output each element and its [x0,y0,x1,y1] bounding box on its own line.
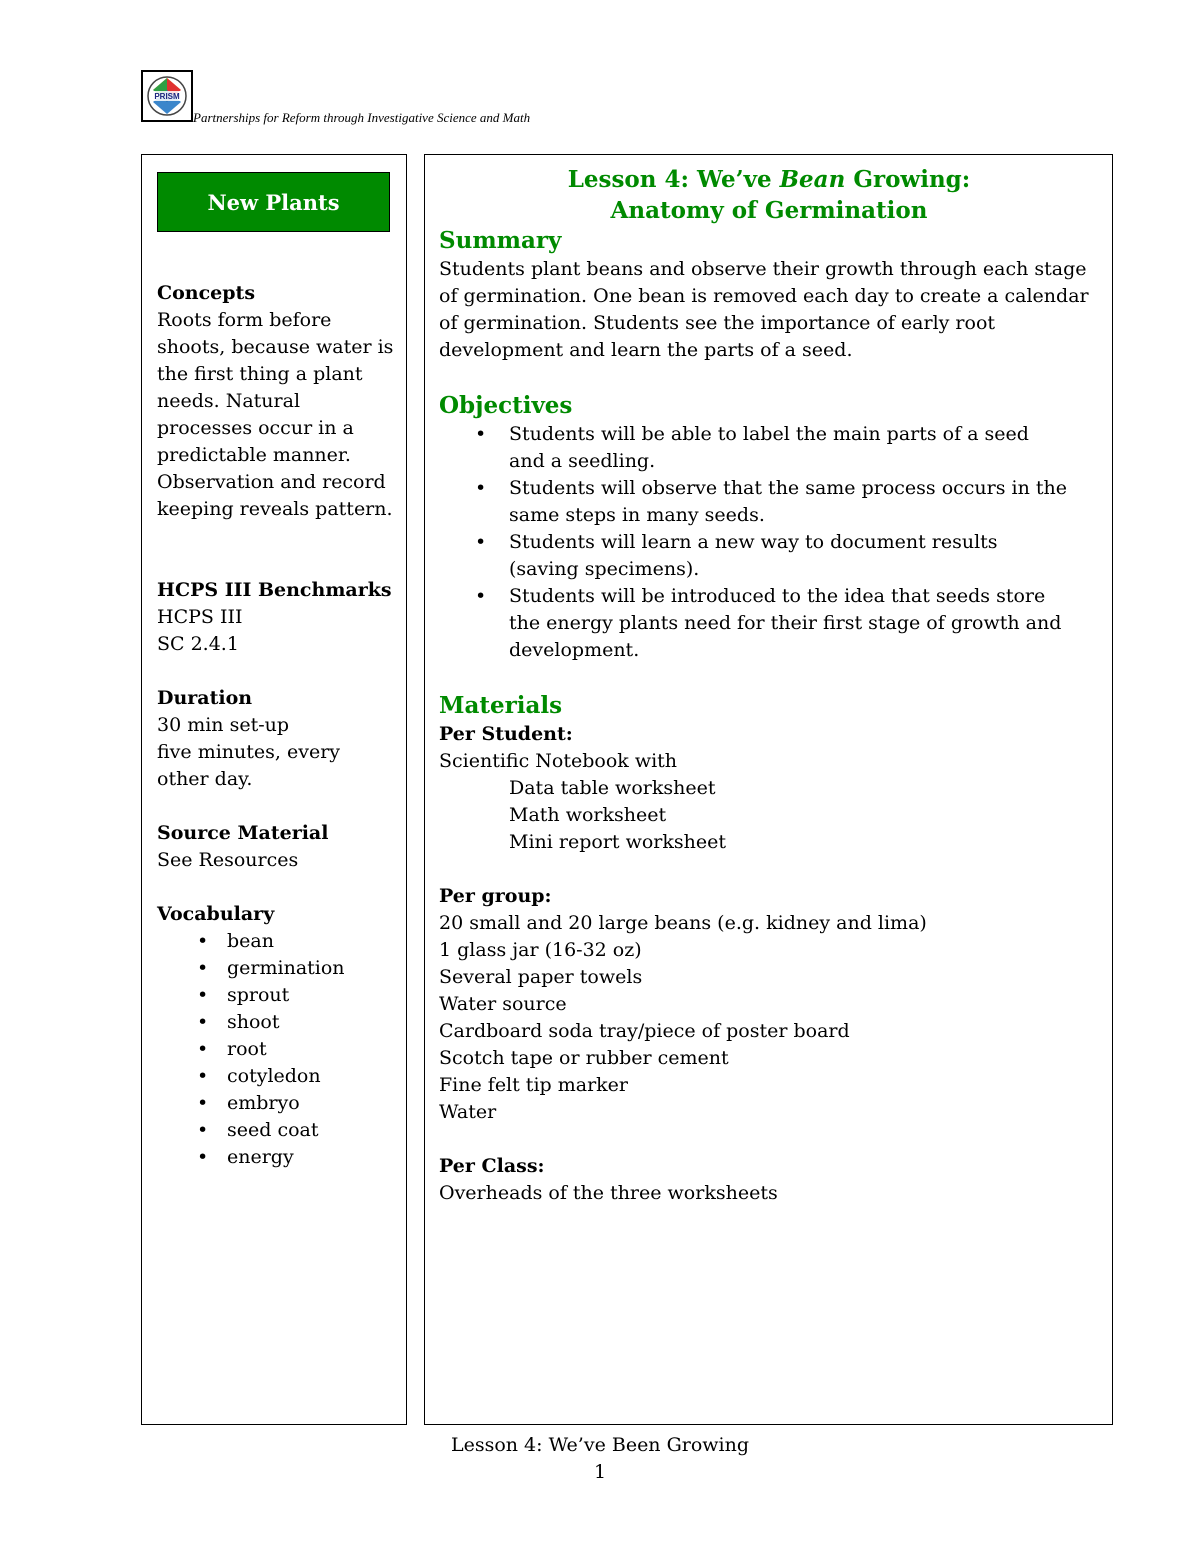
sidebar [157,280,397,1171]
lesson-content [439,164,1099,1207]
per-student-item: Math worksheet [509,804,667,826]
duration-line-2: five minutes, every other day. [157,741,341,790]
vocab-item: • sprout [157,982,397,1009]
objectives-heading: Objectives [439,392,573,419]
per-class-text: Overheads of the three worksheets [439,1182,778,1204]
page-number: 1 [593,1461,607,1483]
vocab-item: • seed coat [157,1117,397,1144]
summary-heading: Summary [439,227,562,254]
vocab-item: • cotyledon [157,1063,397,1090]
benchmarks-line-2: SC 2.4.1 [157,633,239,655]
objective-item: • Students will learn a new way to document results (saving specimens). [439,529,1069,583]
source-text: See Resources [157,849,299,871]
per-group-item: 1 glass jar (16-32 oz) [439,939,642,961]
duration-heading: Duration [157,687,253,709]
materials-heading: Materials [439,692,563,719]
prism-logo [141,70,193,122]
per-student-item: Data table worksheet [509,777,716,799]
footer-lesson: Lesson 4: We’ve Been Growing [450,1434,750,1456]
title-italic: Bean [779,166,846,193]
page-footer [0,1432,1200,1486]
objective-item: • Students will observe that the same process occurs in the same steps in many seeds. [439,475,1069,529]
summary-text: Students plant beans and observe their growth through each stage of germination. One bean is removed each day to create a calendar of germination. Students see the importance of early root development and learn the parts of a seed. [439,258,1089,361]
benchmarks-heading: HCPS III Benchmarks [157,579,392,601]
per-student-heading: Per Student: [439,723,573,745]
per-group-heading: Per group: [439,885,552,907]
per-student-item: Mini report worksheet [509,831,726,853]
per-group-item: Cardboard soda tray/piece of poster board [439,1020,850,1042]
unit-title: New Plants [207,189,340,215]
vocab-item: • root [157,1036,397,1063]
vocab-item: • energy [157,1144,397,1171]
title-part-2: Growing: [845,166,971,193]
objective-item: • Students will be introduced to the idea that seeds store the energy plants need for their first stage of growth and development. [439,583,1069,664]
vocabulary-heading: Vocabulary [157,903,275,925]
benchmarks-line-1: HCPS III [157,606,243,628]
vocab-item: • germination [157,955,397,982]
unit-banner [157,172,390,232]
source-heading: Source Material [157,822,329,844]
per-group-item: Several paper towels [439,966,643,988]
per-group-item: Scotch tape or rubber cement [439,1047,729,1069]
per-group-item: Water source [439,993,567,1015]
per-group-item: Water [439,1101,497,1123]
vocab-item: • embryo [157,1090,397,1117]
per-group-item: 20 small and 20 large beans (e.g. kidney and lima) [439,912,927,934]
duration-line-1: 30 min set-up [157,714,290,736]
objective-item: • Students will be able to label the main parts of a seed and a seedling. [439,421,1069,475]
objectives-list [439,421,1099,664]
concepts-text: Roots form before shoots, because water is the first thing a plant needs. Natural processes occur in a predictable manner. Observation and record keeping reveals pattern. [157,309,394,520]
vocab-item: • shoot [157,1009,397,1036]
title-part-1: Lesson 4: We’ve [567,166,780,193]
lesson-subtitle: Anatomy of Germination [610,197,928,224]
vocabulary-list [157,928,397,1171]
prism-logo-icon [143,72,191,120]
vocab-item: • bean [157,928,397,955]
org-name: Partnerships for Reform through Investigative Science and Math [193,110,531,125]
per-class-heading: Per Class: [439,1155,545,1177]
lesson-title [439,164,1099,195]
logo-text: PRISM [154,92,180,101]
concepts-heading: Concepts [157,282,256,304]
per-student-intro: Scientific Notebook with [439,750,678,772]
per-group-item: Fine felt tip marker [439,1074,628,1096]
